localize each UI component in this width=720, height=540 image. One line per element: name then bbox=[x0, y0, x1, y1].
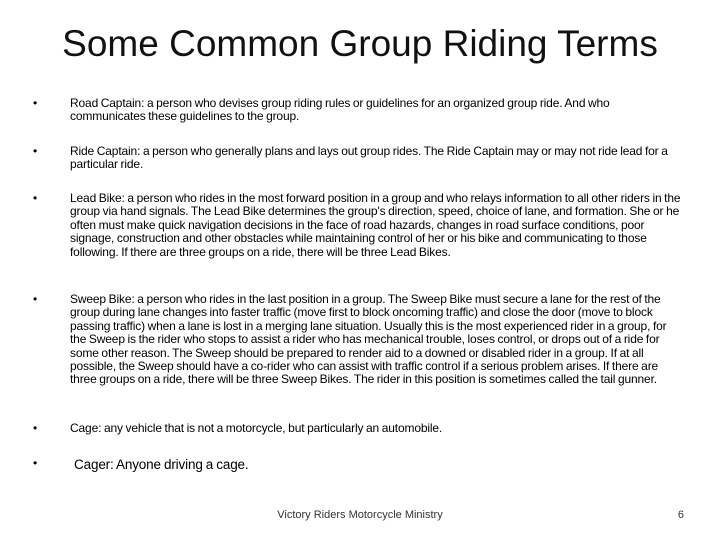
term-road-captain: Road Captain: a person who devises group riding rules or guidelines for an organized group ride. And who communicates these guidelines to the group. bbox=[70, 96, 610, 124]
term-cage: Cage: any vehicle that is not a motorcycle, but particularly an automobile. bbox=[70, 421, 443, 435]
term-sweep-bike: Sweep Bike: a person who rides in the last position in a group. The Sweep Bike must secure a lane for the rest of the group during lane changes into faster traffic (move first to block oncoming traffic) and close the door (move to block passing traffic) when a lane is lost in a merging lane situation. Usually this is the most experienced rider in a group, for the Sweep is the rider who stops to assist a rider who has mechanical trouble, loses control, or drops out of a ride for some other reason. The Sweep should be prepared to render aid to a downed or disabled rider in a group. If at all possible, the Sweep should have a co-rider who can assist with traffic control if a serious problem arises. If there are three groups on a ride, there will be three Sweep Bikes. The rider in this position is sometimes called the tail gunner. bbox=[70, 292, 667, 387]
term-cager: Cager: Anyone driving a cage. bbox=[74, 457, 249, 472]
bullet-icon: • bbox=[33, 144, 38, 158]
footer-org: Victory Riders Motorcycle Ministry bbox=[277, 509, 443, 521]
bullet-icon: • bbox=[33, 456, 38, 470]
bullet-icon: • bbox=[33, 421, 38, 435]
bullet-icon: • bbox=[33, 292, 38, 306]
slide-title: Some Common Group Riding Terms bbox=[62, 23, 658, 64]
page-number: 6 bbox=[677, 509, 684, 521]
bullet-icon: • bbox=[33, 191, 38, 205]
term-ride-captain: Ride Captain: a person who generally plans and lays out group rides. The Ride Captain may or may not ride lead for a particular ride. bbox=[70, 144, 668, 172]
term-lead-bike: Lead Bike: a person who rides in the most forward position in a group and who relays information to all other riders in the group via hand signals. The Lead Bike determines the group's direction, speed, choice of lane, and formation. She or he often must make quick navigation decisions in the face of road hazards, changes in road surface conditions, poor signage, construction and other obstacles while maintaining control of her or his bike and communicating to those following. If there are three groups on a ride, there will be three Lead Bikes. bbox=[70, 191, 681, 259]
bullet-icon: • bbox=[33, 96, 38, 110]
